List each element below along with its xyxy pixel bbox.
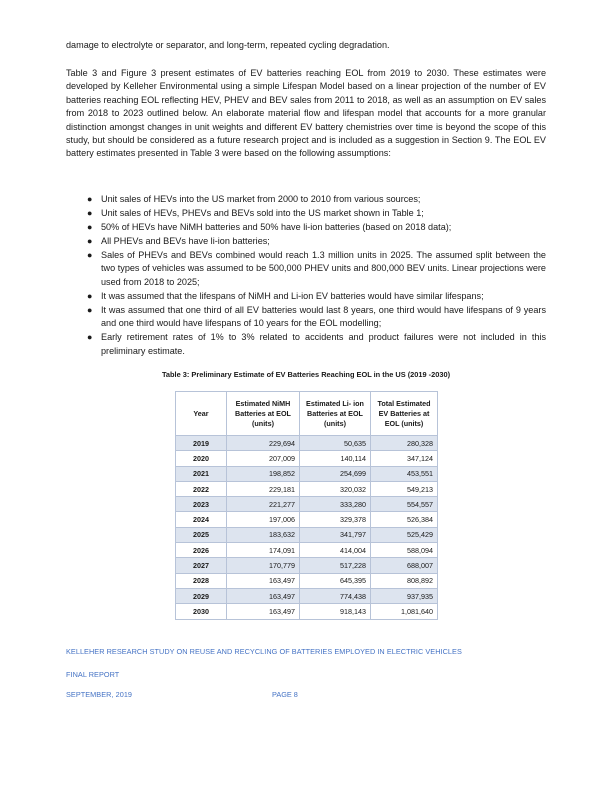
bullet-icon: ● <box>87 304 93 315</box>
intro-paragraph: Table 3 and Figure 3 present estimates of EV batteries reaching EOL from 2019 to 2030. These estimates were developed by Kelleher Environmental using a simple Lifespan Model based on a linear projection of the number of EV batteries reaching EOL reflecting HEV, PHEV and BEV sales from 2011 to 2018, as well as an assumption on EV sales from 2018 to 2023 outlined below. An elaborate material flow and lifespan model that accounts for a more granular distinction amongst changes in unit weights and different EV battery chemistries over time is beyond the scope of this study, but should be considered as a future research project and is included as a suggestion in Section 9. The EOL EV battery estimates presented in Table 3 were based on the following assumptions: <box>66 68 546 159</box>
list-item: ● Sales of PHEVs and BEVs combined would reach 1.3 million units in 2025. The assumed split between the two types of vehicles was assumed to be 500,000 PHEV units and 800,000 BEV units. Linear projections were used from 2018 to 2025; <box>87 250 546 287</box>
footer-page-number: PAGE 8 <box>272 690 298 699</box>
list-item: ● Early retirement rates of 1% to 3% related to accidents and product failures were not included in this preliminary estimate. <box>87 332 546 356</box>
table-row: 2024 197,006 329,378 526,384 <box>176 512 438 527</box>
header-total: Total Estimated EV Batteries at EOL (units) <box>371 392 438 436</box>
table-row: 2020 207,009 140,114 347,124 <box>176 451 438 466</box>
header-year: Year <box>176 392 227 436</box>
table-row: 2028 163,497 645,395 808,892 <box>176 573 438 588</box>
table-row: 2023 221,277 333,280 554,557 <box>176 497 438 512</box>
list-item: ● Unit sales of HEVs, PHEVs and BEVs sold into the US market shown in Table 1; <box>66 207 546 220</box>
list-item: ● It was assumed that one third of all EV batteries would last 8 years, one third would have lifespans of 9 years and one third would have lifespans of 10 years for the EOL modelling; <box>87 304 546 329</box>
footer-report-type: FINAL REPORT <box>66 670 120 679</box>
table-row: 2021 198,852 254,699 453,551 <box>176 466 438 481</box>
table-row: 2025 183,632 341,797 525,429 <box>176 527 438 542</box>
bullet-icon: ● <box>87 290 93 301</box>
table-row: 2026 174,091 414,004 588,094 <box>176 543 438 558</box>
header-nimh: Estimated NiMH Batteries at EOL (units) <box>227 392 300 436</box>
table-row: 2027 170,779 517,228 688,007 <box>176 558 438 573</box>
bullet-icon: ● <box>87 332 93 343</box>
eol-estimate-table <box>175 391 438 620</box>
header-li-ion: Estimated Li- ion Batteries at EOL (units) <box>300 392 371 436</box>
list-item: ● Unit sales of HEVs into the US market from 2000 to 2010 from various sources; <box>66 193 546 206</box>
assumptions-list <box>66 193 546 359</box>
table-header-row <box>176 392 438 436</box>
table-row: 2022 229,181 320,032 549,213 <box>176 481 438 496</box>
table-row: 2029 163,497 774,438 937,935 <box>176 588 438 603</box>
footer-date: SEPTEMBER, 2019 <box>66 690 133 699</box>
continuation-paragraph: damage to electrolyte or separator, and long-term, repeated cycling degradation. <box>66 40 390 50</box>
list-item: ● All PHEVs and BEVs have li-ion batteries; <box>66 235 546 248</box>
table-row: 2019 229,694 50,635 280,328 <box>176 436 438 451</box>
bullet-icon: ● <box>87 236 93 246</box>
bullet-icon: ● <box>87 250 93 260</box>
list-item: ● 50% of HEVs have NiMH batteries and 50% have li-ion batteries (based on 2018 data); <box>66 221 546 234</box>
footer-study-title: KELLEHER RESEARCH STUDY ON REUSE AND RECYCLING OF BATTERIES EMPLOYED IN ELECTRIC VEHICLES <box>66 647 462 656</box>
table-caption: Table 3: Preliminary Estimate of EV Batteries Reaching EOL in the US (2019 -2030) <box>161 370 451 379</box>
bullet-icon: ● <box>87 222 93 232</box>
list-item: ● It was assumed that the lifespans of NiMH and Li-ion EV batteries would have similar lifespans; <box>66 290 546 303</box>
bullet-icon: ● <box>87 194 93 204</box>
bullet-icon: ● <box>87 208 93 218</box>
table-row: 2030 163,497 918,143 1,081,640 <box>176 604 438 619</box>
